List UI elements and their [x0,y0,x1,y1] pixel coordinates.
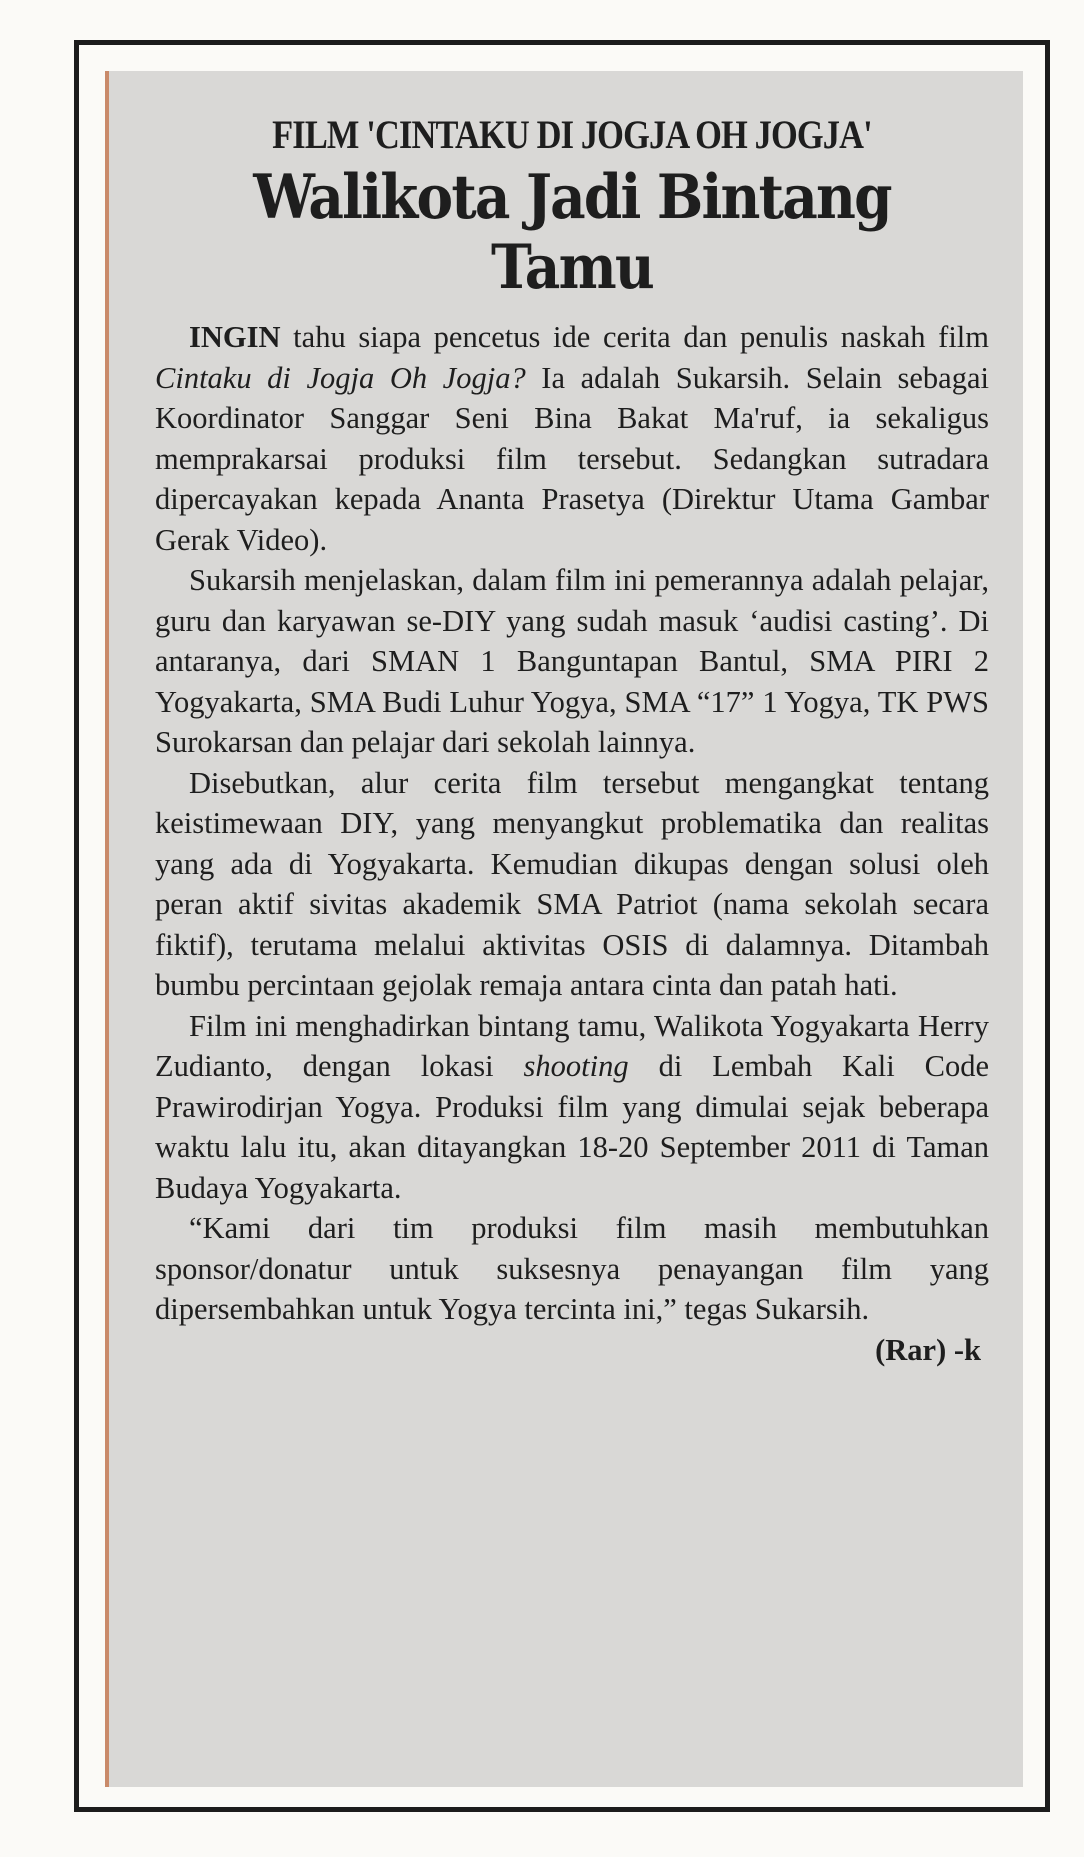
article-kicker: FILM 'CINTAKU DI JOGJA OH JOGJA' [272,112,872,157]
shooting-italic: shooting [523,1049,629,1083]
paragraph-2: Sukarsih menjelaskan, dalam film ini pemerannya adalah pelajar, guru dan karyawan se-DIY yang sudah masuk ‘audisi casting’. Di antaranya, dari SMAN 1 Banguntapan Bantul, SMA PIRI 2 Yogyakarta, SMA Budi Luhur Yogya, SMA “17” 1 Yogya, TK PWS Surokarsan dan pelajar dari sekolah lainnya. [155,563,989,759]
article-body [155,317,990,1367]
film-title: Cintaku di Jogja Oh Jogja? [155,360,526,395]
author-signoff: (Rar) -k [875,1332,981,1367]
paragraph-1-text-a: tahu siapa pencetus ide cerita dan penulis naskah film [280,320,989,354]
newspaper-clipping [105,71,1023,1787]
paragraph-3: Disebutkan, alur cerita film tersebut mengangkat tentang keistimewaan DIY, yang menyangkut problematika dan realitas yang ada di Yogyakarta. Kemudian dikupas dengan solusi oleh peran aktif sivitas akademik SMA Patriot (nama sekolah secara fiktif), terutama melalui aktivitas OSIS di dalamnya. Ditambah bumbu percintaan gejolak remaja antara cinta dan patah hati. [155,765,989,1002]
article-headline: Walikota Jadi Bintang Tamu [253,162,891,303]
paragraph-5 [155,1208,989,1367]
paragraph-4-text-a: Film ini menghadirkan bintang tamu, Walikota Yogyakarta Herry Zudianto, dengan lokasi [155,1008,989,1083]
paragraph-4 [155,1006,989,1209]
paragraph-4-text-b: di Lembah Kali Code Prawirodirjan Yogya. Produksi film yang dimulai sejak beberapa waktu lalu itu, akan ditayangkan 18-20 September 2011 di Taman Budaya Yogyakarta. [155,1049,990,1205]
paragraph-5-text: “Kami dari tim produksi film masih membutuhkan sponsor/donatur untuk suksesnya penayangan film yang dipersembahkan untuk Yogya tercinta ini,” tegas Sukarsih. [155,1211,989,1326]
paragraph-1-text-b: Ia adalah Sukarsih. Selain sebagai Koordinator Sanggar Seni Bina Bakat Ma'ruf, ia sekaligus memprakarsai produksi film tersebut. Sedangkan sutradara dipercayakan kepada Ananta Prasetya (Direktur Utama Gambar Gerak Video). [155,360,989,557]
lead-word: INGIN [189,320,281,354]
clipping-frame [74,40,1050,1812]
paragraph-1 [155,317,989,560]
